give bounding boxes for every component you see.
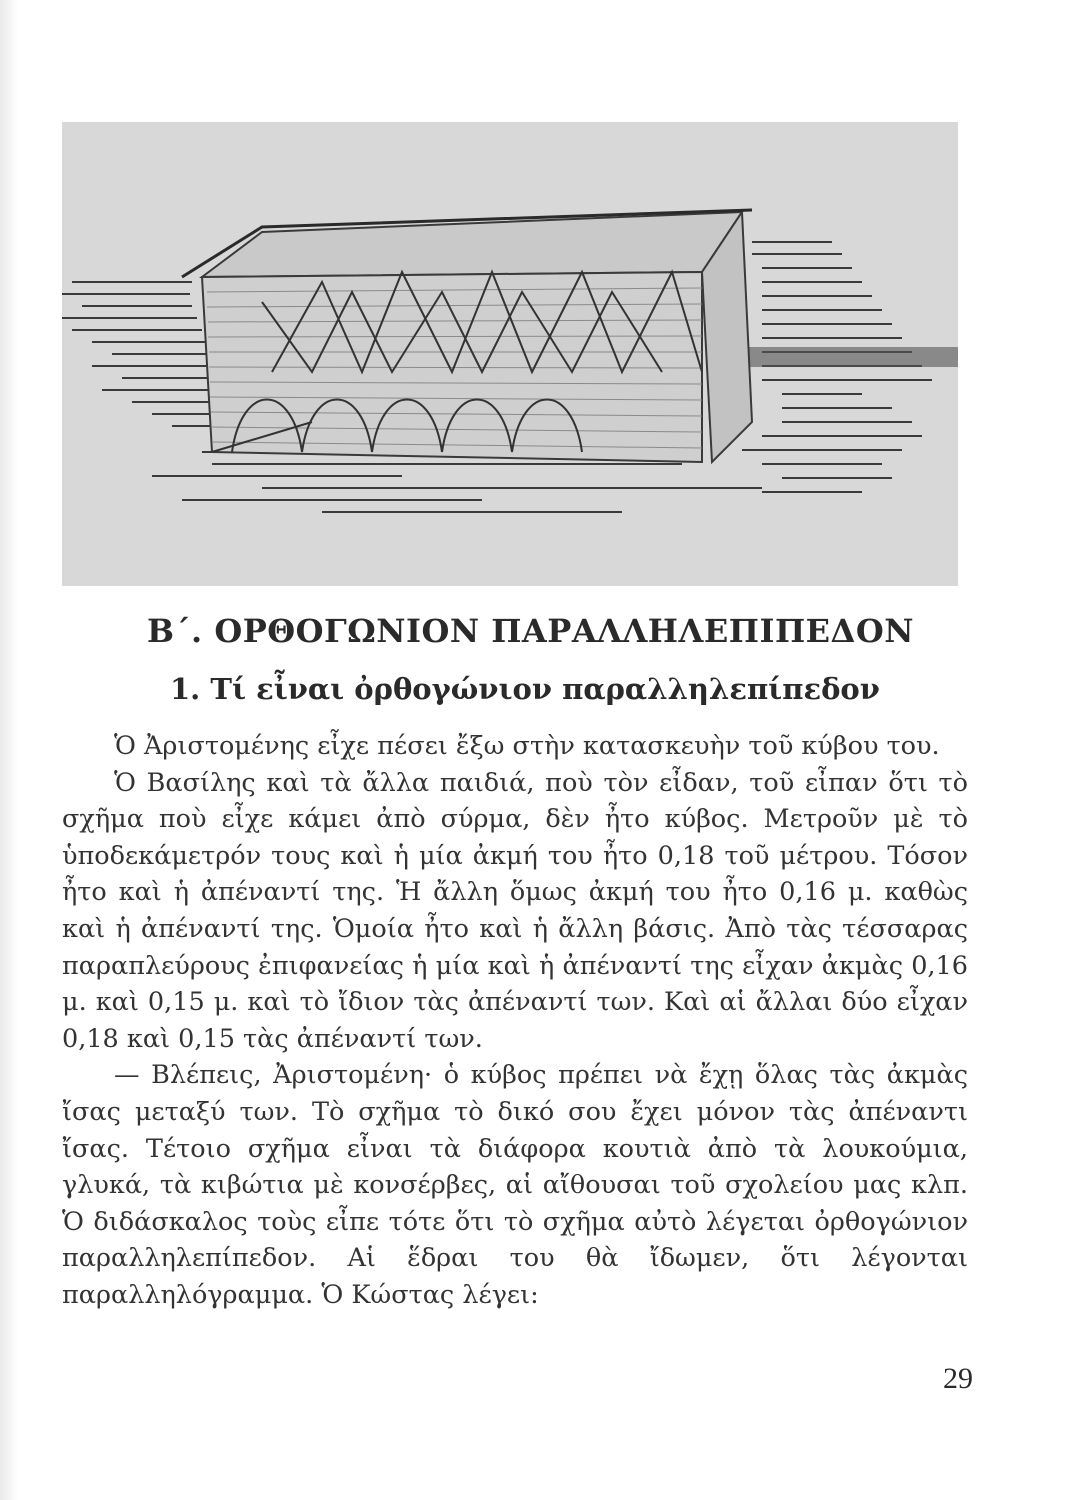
- box-illustration: [62, 122, 958, 586]
- section-heading: Β΄. ΟΡΘΟΓΩΝΙΟΝ ΠΑΡΑΛΛΗΛΕΠΙΠΕΔΟΝ: [147, 612, 914, 650]
- paragraph: Ὁ Ἀριστομένης εἶχε πέσει ἔξω στὴν κατασκευὴν τοῦ κύβου του.: [114, 731, 940, 761]
- section-subheading: 1. Τί εἶναι ὀρθογώνιον παραλληλεπίπεδον: [170, 672, 880, 706]
- page-binding-edge: [0, 0, 18, 1500]
- page-number: 29: [943, 1362, 973, 1395]
- paragraph: — Βλέπεις, Ἀριστομένη· ὁ κύβος πρέπει νὰ ἔχῃ ὅλας τὰς ἀκμὰς ἴσας μεταξύ των. Τὸ σχῆμα τὸ δικό σου ἔχει μόνον τὰς ἀπέναντι ἴσας. Τέτοιο σχῆμα εἶναι τὰ διάφορα κουτιὰ ἀπὸ τὰ λουκούμια, γλυκά, τὰ κιβώτια μὲ κονσέρβες, αἱ αἴθουσαι τοῦ σχολείου μας κλπ. Ὁ διδάσκαλος τοὺς εἶπε τότε ὅτι τὸ σχῆμα αὐτὸ λέγεται ὀρθογώνιον παραλληλεπίπεδον. Αἱ ἕδραι του θὰ ἴδωμεν, ὅτι λέγονται παραλληλόγραμμα. Ὁ Κώστας λέγει:: [62, 1060, 968, 1310]
- paragraph: Ὁ Βασίλης καὶ τὰ ἄλλα παιδιά, ποὺ τὸν εἶδαν, τοῦ εἶπαν ὅτι τὸ σχῆμα ποὺ εἶχε κάμει ἀπὸ σύρμα, δὲν ἦτο κύβος. Μετροῦν μὲ τὸ ὑποδεκάμετρόν τους καὶ ἡ μία ἀκμή του ἦτο 0,18 τοῦ μέτρου. Τόσον ἦτο καὶ ἡ ἀπέναντί της. Ἡ ἄλλη ὅμως ἀκμή του ἦτο 0,16 μ. καθὼς καὶ ἡ ἀπέναντί της. Ὁμοία ἦτο καὶ ἡ ἄλλη βάσις. Ἀπὸ τὰς τέσσαρας παραπλεύρους ἐπιφανείας ἡ μία καὶ ἡ ἀπέναντί της εἶχαν ἀκμὰς 0,16 μ. καὶ 0,15 μ. καὶ τὸ ἴδιον τὰς ἀπέναντί των. Καὶ αἱ ἄλλαι δύο εἶχαν 0,18 καὶ 0,15 τὰς ἀπέναντί των.: [62, 767, 968, 1054]
- body-text: [62, 728, 968, 1314]
- shadow-band: [742, 347, 958, 367]
